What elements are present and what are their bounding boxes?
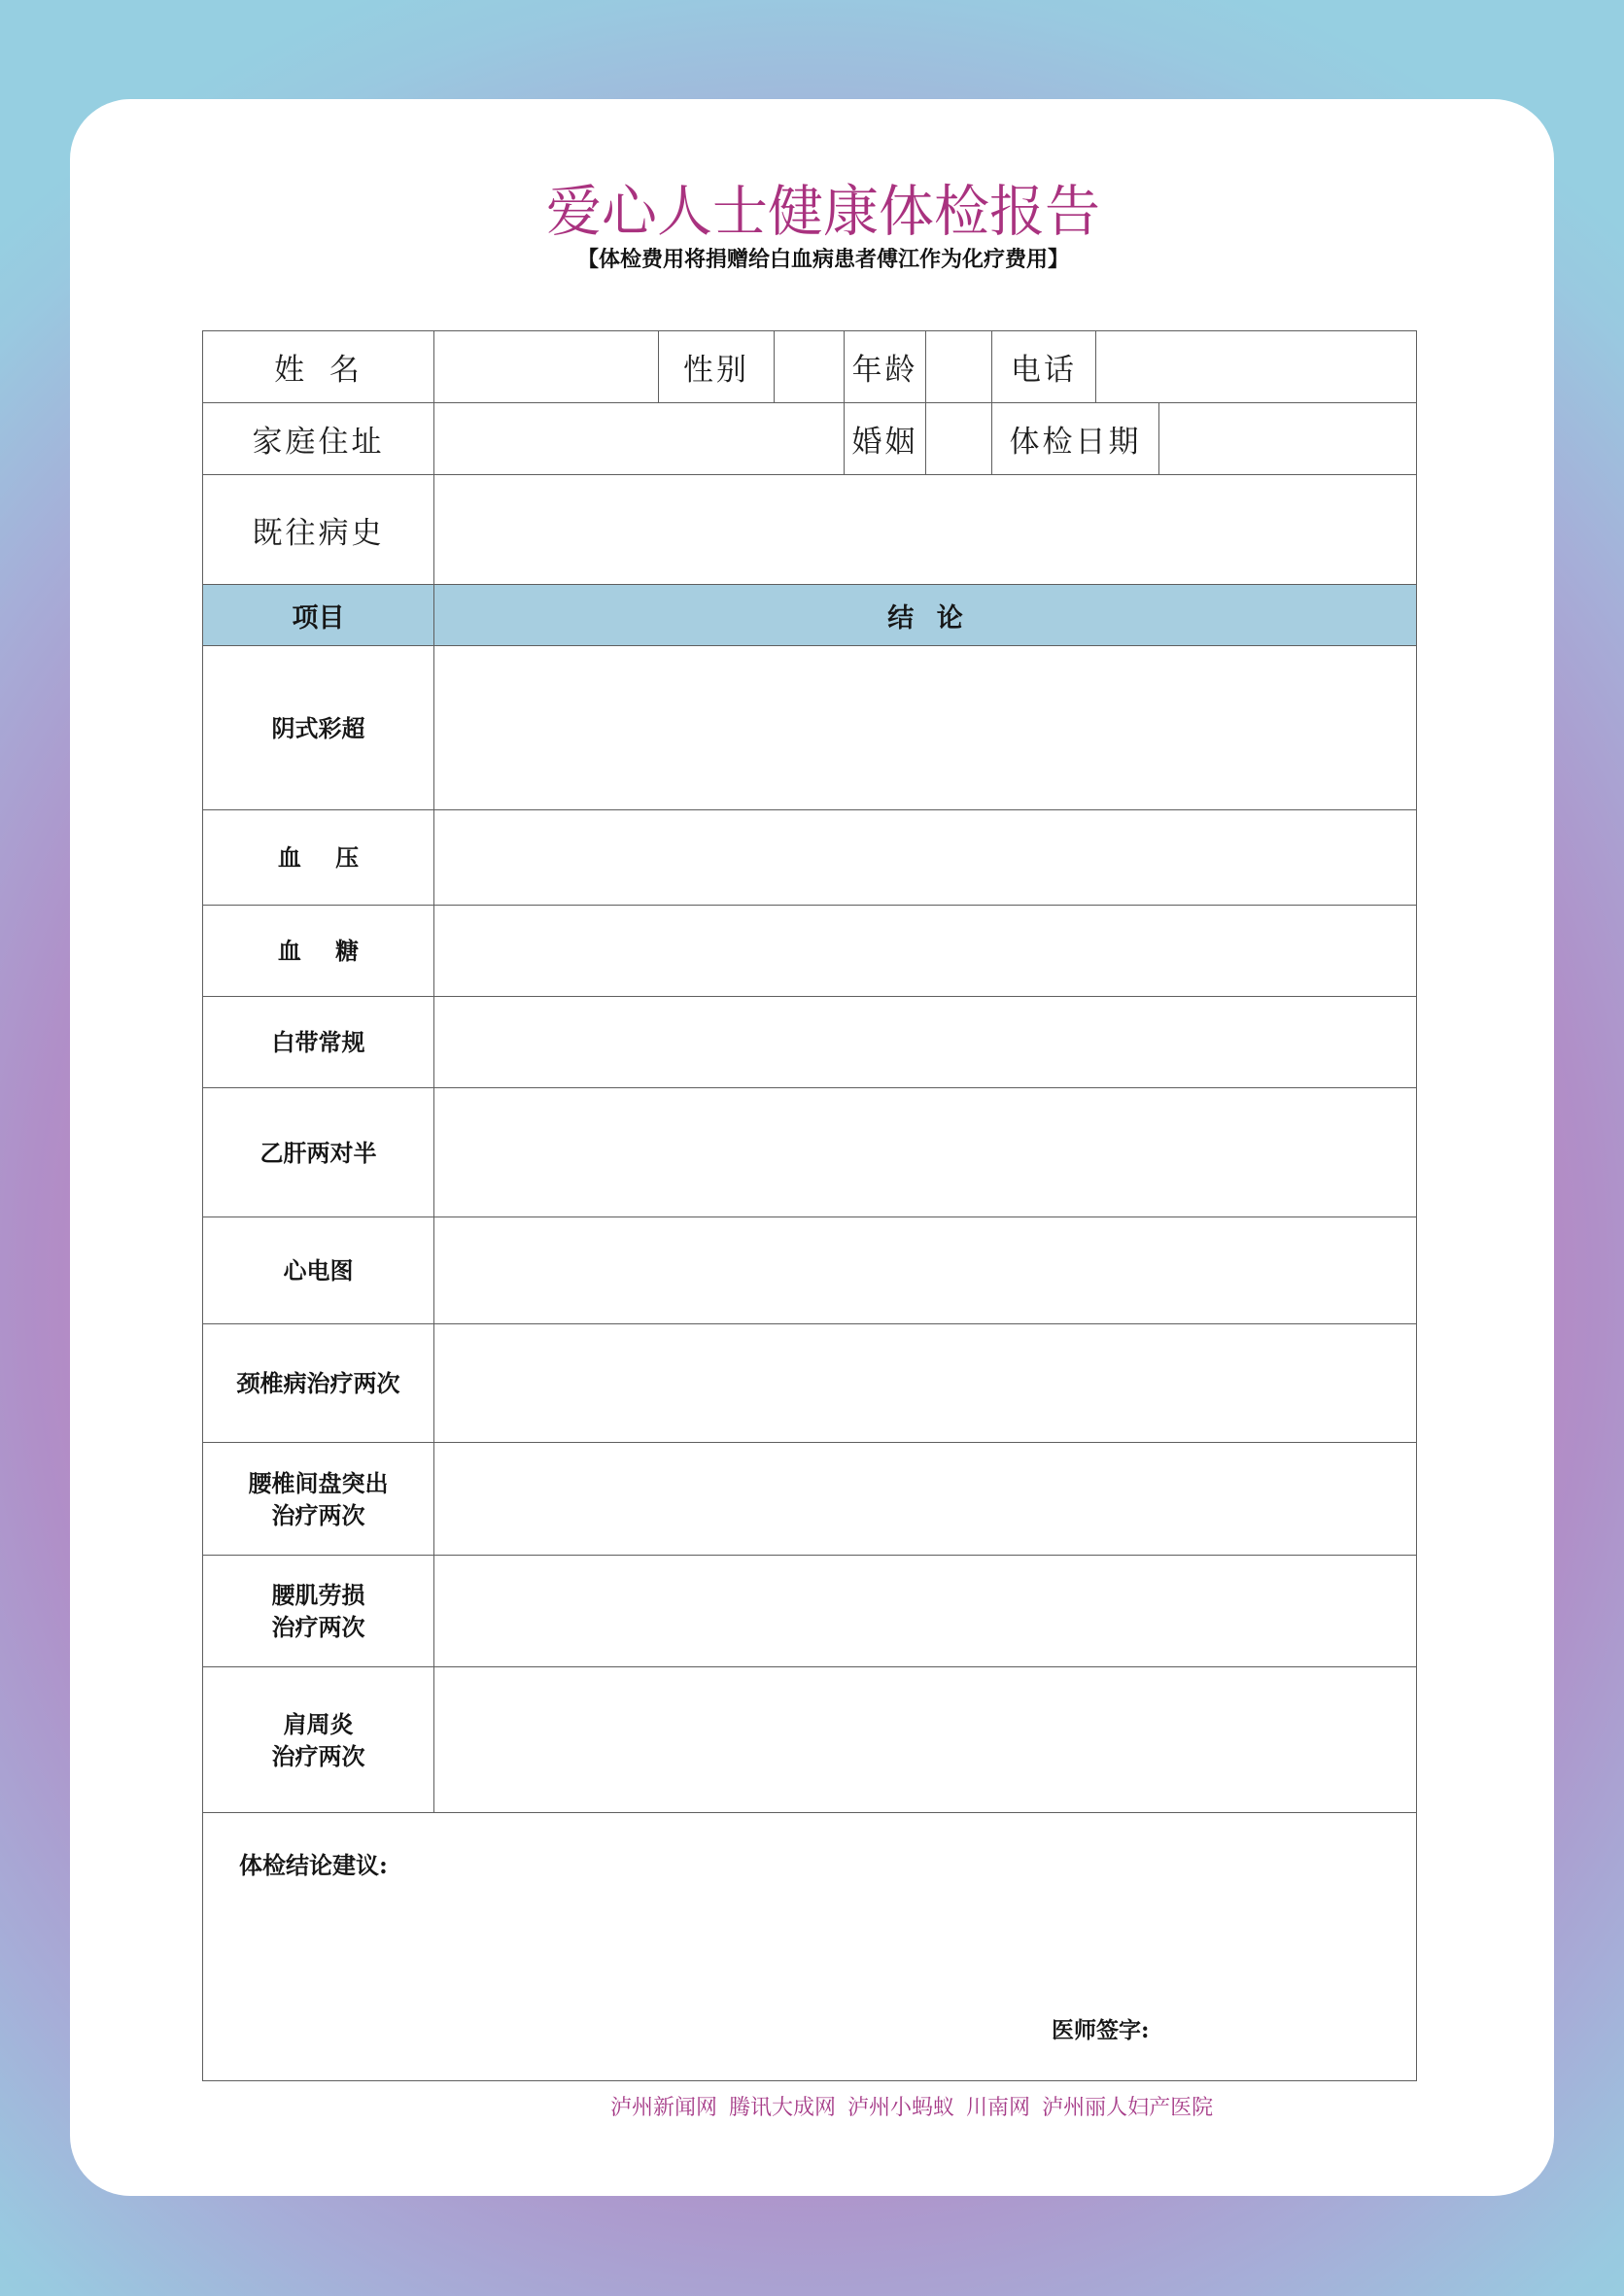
item-conclusion-field (434, 1667, 1417, 1813)
exam-conclusion-area (203, 1814, 1416, 2079)
sponsor-list (610, 2096, 1213, 2121)
doctor-signature-label: 医师签字: (1052, 2017, 1150, 2043)
item-label: 肩周炎 治疗两次 (203, 1667, 434, 1813)
info-row-address (203, 403, 1417, 475)
item-label: 乙肝两对半 (203, 1088, 434, 1217)
exam-date-label: 体检日期 (992, 403, 1159, 475)
age-label: 年龄 (845, 331, 926, 403)
age-value-field (926, 331, 992, 403)
table-row (203, 1556, 1417, 1667)
table-row (203, 1088, 1417, 1217)
marital-value-field (926, 403, 992, 475)
table-row (203, 1324, 1417, 1443)
item-label: 阴式彩超 (203, 646, 434, 810)
sponsor-name: 腾讯大成网 (729, 2096, 837, 2120)
table-row (203, 1667, 1417, 1813)
gender-label: 性别 (659, 331, 775, 403)
report-title: 爱心人士健康体检报告 (546, 180, 1100, 244)
address-label: 家庭住址 (203, 403, 434, 475)
sponsor-name: 泸州丽人妇产医院 (1042, 2096, 1214, 2120)
item-label: 腰椎间盘突出 治疗两次 (203, 1443, 434, 1556)
item-label: 颈椎病治疗两次 (203, 1324, 434, 1443)
exam-conclusion-cell (203, 1813, 1417, 2081)
item-conclusion-field (434, 1443, 1417, 1556)
item-conclusion-field (434, 1217, 1417, 1324)
marital-label: 婚姻 (845, 403, 926, 475)
table-row (203, 810, 1417, 906)
item-label: 腰肌劳损 治疗两次 (203, 1556, 434, 1667)
info-row-basic (203, 331, 1417, 403)
item-conclusion-field (434, 997, 1417, 1088)
exam-date-value-field (1159, 403, 1417, 475)
sponsor-name: 泸州新闻网 (610, 2096, 718, 2120)
sponsor-name: 川南网 (966, 2096, 1031, 2120)
exam-conclusion-row (203, 1813, 1417, 2081)
item-conclusion-field (434, 1088, 1417, 1217)
table-row (203, 1217, 1417, 1324)
address-value-field (434, 403, 845, 475)
item-conclusion-field (434, 810, 1417, 906)
phone-value-field (1096, 331, 1417, 403)
info-row-history (203, 475, 1417, 585)
item-column-header: 项目 (203, 585, 434, 646)
sponsor-name: 泸州小蚂蚁 (847, 2096, 955, 2120)
phone-label: 电话 (992, 331, 1096, 403)
medical-history-value-field (434, 475, 1417, 585)
health-report-table (202, 330, 1417, 2081)
item-conclusion-field (434, 1324, 1417, 1443)
conclusion-column-header: 结 论 (434, 585, 1417, 646)
item-conclusion-field (434, 906, 1417, 997)
medical-history-label: 既往病史 (203, 475, 434, 585)
report-subtitle: 【体检费用将捐赠给白血病患者傅江作为化疗费用】 (576, 248, 1069, 272)
item-conclusion-field (434, 1556, 1417, 1667)
table-row (203, 646, 1417, 810)
table-row (203, 1443, 1417, 1556)
gender-value-field (775, 331, 845, 403)
table-row (203, 997, 1417, 1088)
item-label: 血 压 (203, 810, 434, 906)
exam-conclusion-label: 体检结论建议: (239, 1851, 388, 1879)
table-row (203, 906, 1417, 997)
results-header-row (203, 585, 1417, 646)
item-label: 心电图 (203, 1217, 434, 1324)
name-value-field (434, 331, 659, 403)
item-conclusion-field (434, 646, 1417, 810)
name-label: 姓 名 (203, 331, 434, 403)
item-label: 血 糖 (203, 906, 434, 997)
item-label: 白带常规 (203, 997, 434, 1088)
